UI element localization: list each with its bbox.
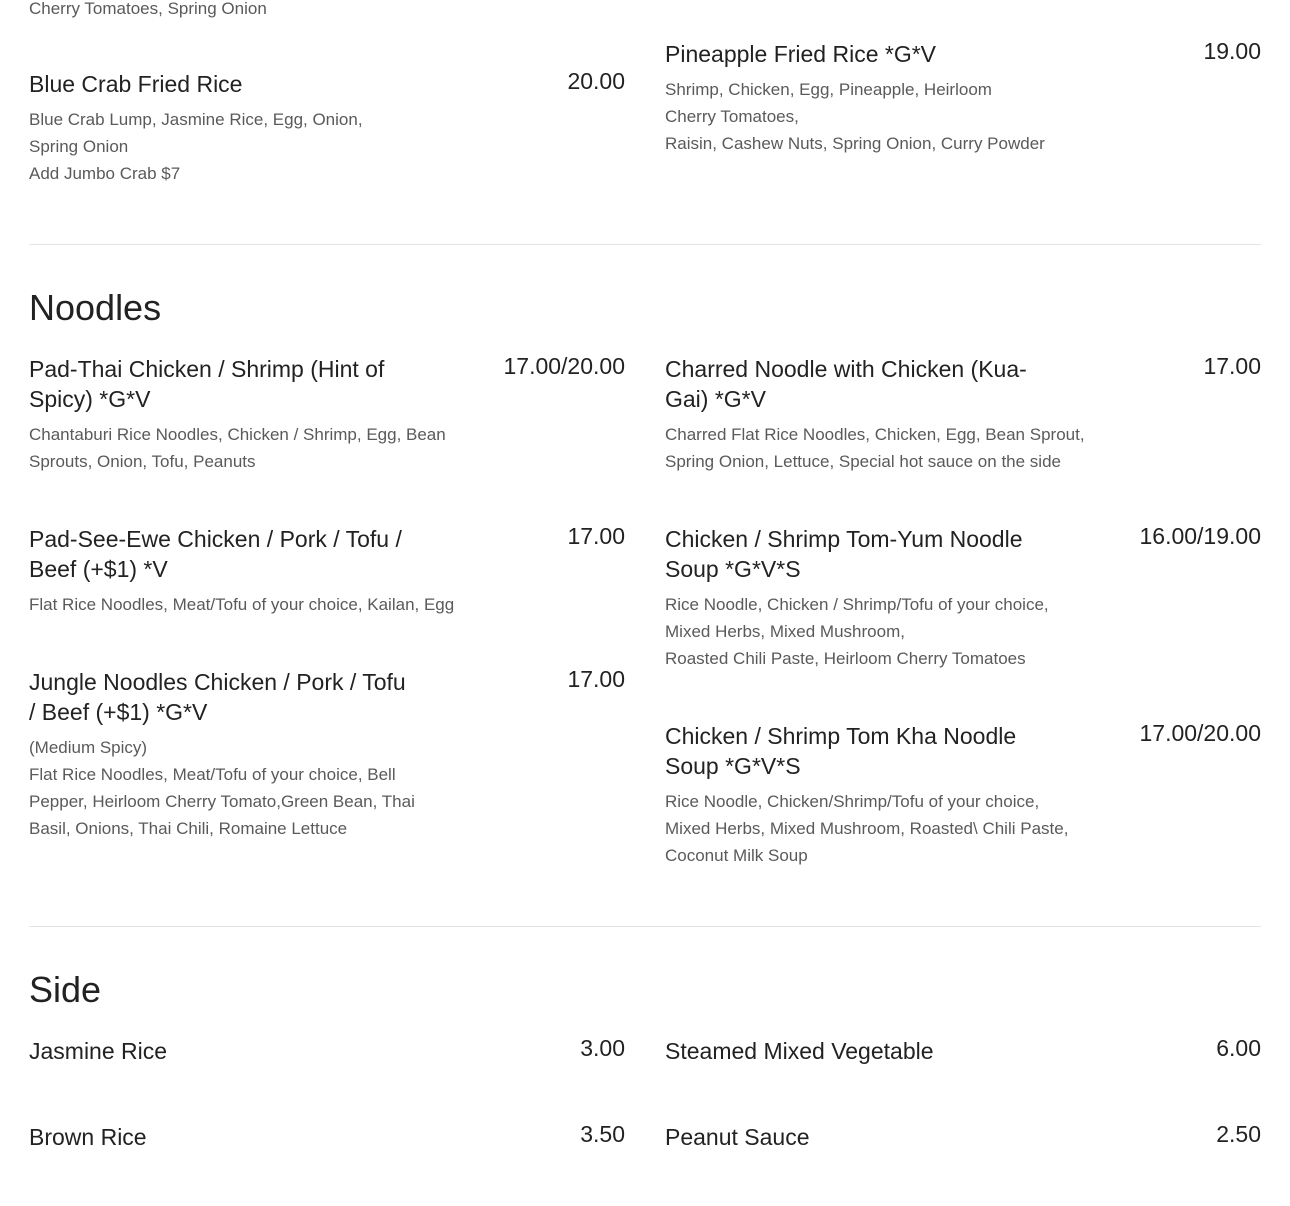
item-name bbox=[665, 354, 1085, 414]
item-name-line: Chicken / Shrimp Tom Kha Noodle bbox=[665, 723, 1017, 749]
description-line: Flat Rice Noodles, Meat/Tofu of your choice, Kailan, Egg bbox=[29, 595, 455, 614]
item-price: 2.50 bbox=[1216, 1121, 1261, 1147]
item-name-line: Pad-Thai Chicken / Shrimp (Hint of bbox=[29, 356, 385, 382]
description-line: Basil, Onions, Thai Chili, Romaine Lettuce bbox=[29, 819, 348, 838]
menu-item-brown-rice[interactable] bbox=[29, 1122, 625, 1152]
item-name bbox=[29, 667, 449, 727]
item-name-line: Gai) *G*V bbox=[665, 386, 766, 412]
item-description bbox=[29, 106, 625, 187]
menu-item-blue-crab-fried-rice[interactable] bbox=[29, 69, 625, 187]
item-name bbox=[665, 721, 1085, 781]
item-description bbox=[665, 76, 1261, 157]
description-line: Blue Crab Lump, Jasmine Rice, Egg, Onion, bbox=[29, 110, 363, 129]
item-name bbox=[665, 524, 1085, 584]
item-description bbox=[29, 421, 625, 475]
description-line: Coconut Milk Soup bbox=[665, 846, 808, 865]
item-name: Peanut Sauce bbox=[665, 1124, 810, 1150]
item-description bbox=[665, 788, 1261, 869]
menu-item-tom-kha-noodle-soup[interactable] bbox=[665, 721, 1261, 869]
item-name-line: / Beef (+$1) *G*V bbox=[29, 699, 208, 725]
description-line: Roasted Chili Paste, Heirloom Cherry Tomatoes bbox=[665, 649, 1026, 668]
item-name-line: Soup *G*V*S bbox=[665, 556, 801, 582]
item-description bbox=[29, 734, 625, 842]
description-line: Shrimp, Chicken, Egg, Pineapple, Heirloom bbox=[665, 80, 992, 99]
item-name-line: Chicken / Shrimp Tom-Yum Noodle bbox=[665, 526, 1023, 552]
menu-item-pad-thai[interactable] bbox=[29, 354, 625, 475]
menu-item-peanut-sauce[interactable] bbox=[665, 1122, 1261, 1152]
item-price: 17.00 bbox=[567, 666, 625, 692]
partial-item-description: Cherry Tomatoes, Spring Onion bbox=[29, 0, 267, 18]
description-line: Cherry Tomatoes, bbox=[665, 107, 799, 126]
description-line: Spring Onion bbox=[29, 137, 129, 156]
item-description bbox=[665, 421, 1261, 475]
description-line: Chantaburi Rice Noodles, Chicken / Shrimp, Egg, Bean bbox=[29, 425, 446, 444]
item-name-line: Jungle Noodles Chicken / Pork / Tofu bbox=[29, 669, 406, 695]
section-title-side: Side bbox=[29, 969, 102, 1010]
description-line: Flat Rice Noodles, Meat/Tofu of your choice, Bell bbox=[29, 765, 396, 784]
description-line: Sprouts, Onion, Tofu, Peanuts bbox=[29, 452, 256, 471]
item-name-line: Spicy) *G*V bbox=[29, 386, 151, 412]
item-price: 16.00/19.00 bbox=[1139, 523, 1261, 549]
item-description bbox=[665, 591, 1261, 672]
section-divider bbox=[29, 926, 1261, 927]
item-price: 19.00 bbox=[1203, 38, 1261, 64]
item-price: 3.50 bbox=[580, 1121, 625, 1147]
description-line: Add Jumbo Crab $7 bbox=[29, 164, 181, 183]
item-price: 6.00 bbox=[1216, 1035, 1261, 1061]
menu-item-jasmine-rice[interactable] bbox=[29, 1036, 625, 1066]
menu-item-pad-see-ewe[interactable] bbox=[29, 524, 625, 618]
item-price: 17.00 bbox=[1203, 353, 1261, 379]
description-line: Raisin, Cashew Nuts, Spring Onion, Curry Powder bbox=[665, 134, 1045, 153]
menu-item-steamed-mixed-vegetable[interactable] bbox=[665, 1036, 1261, 1066]
menu-item-charred-noodle[interactable] bbox=[665, 354, 1261, 475]
item-name-line: Soup *G*V*S bbox=[665, 753, 801, 779]
item-name-line: Charred Noodle with Chicken (Kua- bbox=[665, 356, 1027, 382]
item-description bbox=[29, 591, 625, 618]
item-name: Brown Rice bbox=[29, 1124, 147, 1150]
description-line: Rice Noodle, Chicken/Shrimp/Tofu of your choice, bbox=[665, 792, 1040, 811]
section-divider bbox=[29, 244, 1261, 245]
description-line: Spring Onion, Lettuce, Special hot sauce on the side bbox=[665, 452, 1061, 471]
item-price: 3.00 bbox=[580, 1035, 625, 1061]
menu-item-pineapple-fried-rice[interactable] bbox=[665, 39, 1261, 157]
item-price: 20.00 bbox=[567, 68, 625, 94]
item-name: Blue Crab Fried Rice bbox=[29, 71, 243, 97]
description-line: (Medium Spicy) bbox=[29, 738, 148, 757]
description-line: Mixed Herbs, Mixed Mushroom, bbox=[665, 622, 905, 641]
item-price: 17.00 bbox=[567, 523, 625, 549]
menu-item-jungle-noodles[interactable] bbox=[29, 667, 625, 842]
menu-item-tom-yum-noodle-soup[interactable] bbox=[665, 524, 1261, 672]
description-line: Mixed Herbs, Mixed Mushroom, Roasted\ Chili Paste, bbox=[665, 819, 1069, 838]
item-price: 17.00/20.00 bbox=[503, 353, 625, 379]
item-name-line: Pad-See-Ewe Chicken / Pork / Tofu / bbox=[29, 526, 402, 552]
description-line: Pepper, Heirloom Cherry Tomato,Green Bean, Thai bbox=[29, 792, 415, 811]
item-name bbox=[29, 354, 449, 414]
item-name-line: Beef (+$1) *V bbox=[29, 556, 168, 582]
item-name bbox=[29, 524, 449, 584]
item-price: 17.00/20.00 bbox=[1139, 720, 1261, 746]
item-name: Jasmine Rice bbox=[29, 1038, 168, 1064]
section-title-noodles: Noodles bbox=[29, 287, 162, 328]
item-name: Steamed Mixed Vegetable bbox=[665, 1038, 934, 1064]
item-name: Pineapple Fried Rice *G*V bbox=[665, 41, 937, 67]
description-line: Rice Noodle, Chicken / Shrimp/Tofu of your choice, bbox=[665, 595, 1049, 614]
description-line: Charred Flat Rice Noodles, Chicken, Egg, Bean Sprout, bbox=[665, 425, 1085, 444]
